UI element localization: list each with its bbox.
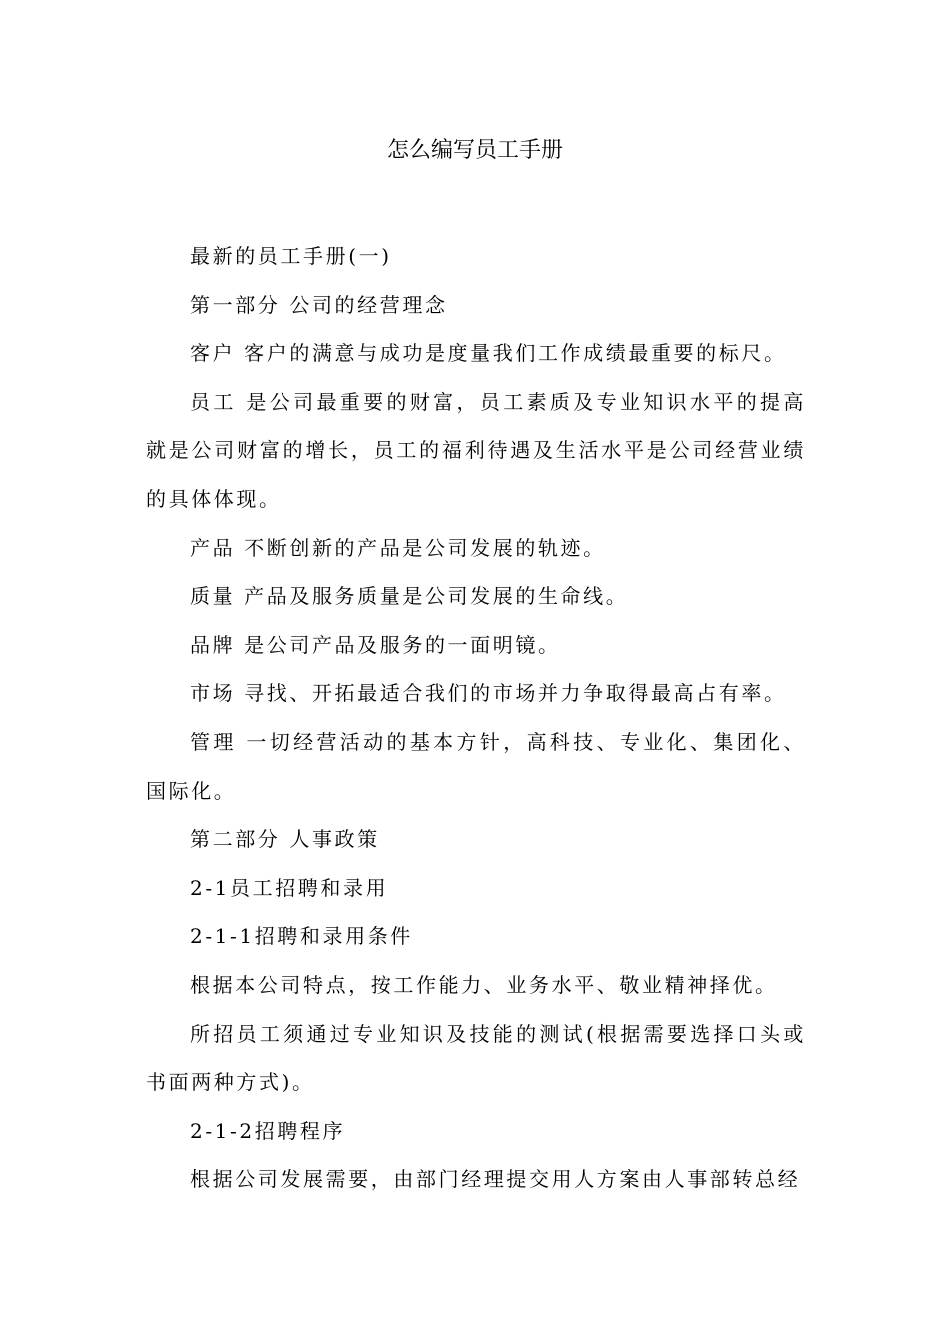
paragraph-section-2-1: 2-1员工招聘和录用: [190, 875, 389, 900]
paragraph-brand: 品牌 是公司产品及服务的一面明镜。: [190, 632, 561, 657]
paragraph-market: 市场 寻找、开拓最适合我们的市场并力争取得最高占有率。: [190, 681, 787, 706]
document-body: [146, 232, 806, 1204]
paragraph-part-one-heading: 第一部分 公司的经营理念: [190, 292, 448, 317]
paragraph-quality: 质量 产品及服务质量是公司发展的生命线。: [190, 584, 629, 609]
paragraph-customer: 客户 客户的满意与成功是度量我们工作成绩最重要的标尺。: [190, 341, 787, 366]
paragraph-section-2-1-1: 2-1-1招聘和录用条件: [190, 924, 413, 949]
document-title: 怎么编写员工手册: [386, 138, 563, 163]
paragraph-selection-criteria: 根据本公司特点，按工作能力、业务水平、敬业精神择优。: [190, 972, 778, 997]
paragraph-management: 管理 一切经营活动的基本方针，高科技、专业化、集团化、国际化。: [146, 729, 806, 803]
paragraph-part-two-heading: 第二部分 人事政策: [190, 827, 380, 852]
paragraph-testing: 所招员工须通过专业知识及技能的测试(根据需要选择口头或书面两种方式)。: [146, 1021, 806, 1095]
paragraph-product: 产品 不断创新的产品是公司发展的轨迹。: [190, 535, 606, 560]
paragraph-section-2-1-2: 2-1-2招聘程序: [190, 1118, 346, 1143]
paragraph-heading-handbook: 最新的员工手册(一): [190, 244, 392, 268]
paragraph-recruitment-process: 根据公司发展需要，由部门经理提交用人方案由人事部转总经: [190, 1167, 801, 1192]
paragraph-employee: 员工 是公司最重要的财富，员工素质及专业知识水平的提高就是公司财富的增长，员工的福利待遇及生活水平是公司经营业绩的具体体现。: [146, 389, 806, 511]
